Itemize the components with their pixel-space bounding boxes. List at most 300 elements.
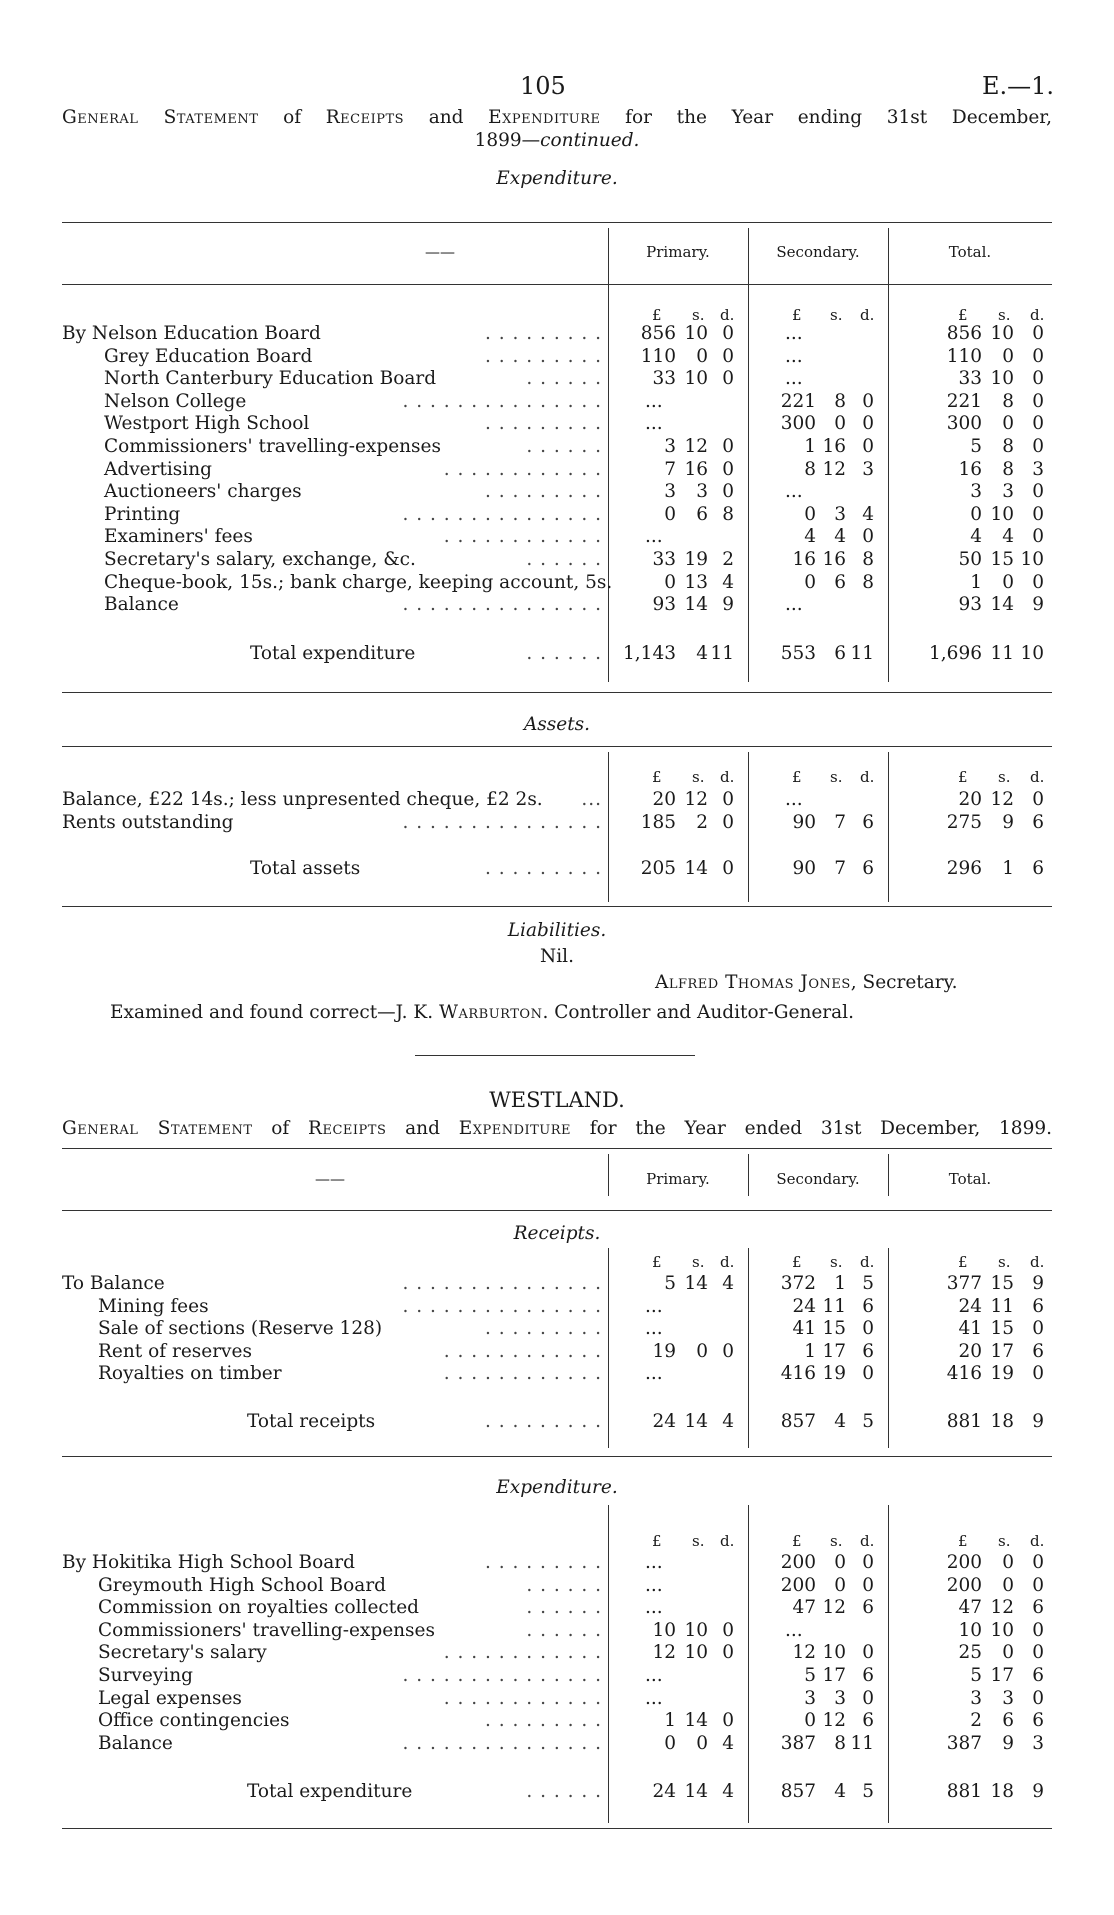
westland-receipts-row-p-blank: ... [645,1318,663,1340]
nelson-expenditure-row-s-pounds: 4 [804,526,816,548]
nelson-expenditure-row-p-pence: 0 [722,436,734,457]
westland-expenditure-total-row-t-pounds: 881 [946,1781,982,1802]
nelson-col-primary: Primary. [646,243,710,261]
leader-dots: . . . . . . . . . . . . . . . [402,594,602,616]
westland-expenditure-row-p-blank: ... [645,1574,663,1596]
nelson-expenditure-row [62,390,1052,413]
unit-pound: £ [958,768,968,786]
leader-dots: . . . . . . . . . . . . [443,1642,602,1664]
leader-dots: . . . . . . [526,549,602,570]
leader-dots: . . . . . . [526,1781,602,1802]
nelson-expenditure-row [62,345,1052,368]
westland-receipts-row-p-shillings: 0 [696,1340,708,1362]
nelson-expenditure-row-t-pence: 0 [1032,526,1044,548]
row-label: Auctioneers' charges [104,481,302,503]
nelson-expenditure-row-t-pence: 10 [1020,549,1044,570]
westland-receipts-row-s-pounds: 24 [792,1295,816,1317]
westland-expenditure-total-row-s-pence: 5 [862,1781,874,1802]
unit-pound: £ [792,1253,802,1271]
westland-expenditure-row-t-pounds: 200 [946,1552,982,1573]
unit-pence: d. [860,1532,875,1550]
nelson-assets-row [62,811,1052,834]
westland-expenditure-row-t-shillings: 0 [1002,1552,1014,1573]
nelson-expenditure-total-row-t-pence: 10 [1020,643,1044,664]
nelson-expenditure-row-p-shillings: 3 [696,481,708,503]
row-label: By Nelson Education Board [62,323,321,344]
row-label: Cheque-book, 15s.; bank charge, keeping account, 5s. [104,571,613,593]
nelson-expenditure-row-s-shillings: 3 [834,503,846,525]
westland-receipts-row-t-pounds: 416 [946,1363,982,1385]
nelson-assets-row-t-pounds: 275 [946,811,982,833]
nelson-auditor-note: Examined and found correct—J. K. Warburton. Controller and Auditor-General. [110,1002,854,1023]
nelson-expenditure-row [62,548,1052,571]
leader-dots: . . . . . . . . . [485,413,602,435]
unit-pound: £ [652,1253,662,1271]
unit-pound: £ [958,1253,968,1271]
westland-expenditure-row-t-pounds: 25 [958,1642,982,1664]
nelson-expenditure-row-s-pence: 0 [862,390,874,412]
nelson-expenditure-row-s-shillings: 0 [834,413,846,435]
westland-receipts-row-t-pounds: 24 [958,1295,982,1317]
nelson-expenditure-row-s-pounds: 0 [804,503,816,525]
nelson-expenditure-row-t-shillings: 10 [990,323,1014,344]
leader-dots: . . . . . . . . . . . . . . . [402,390,602,412]
nelson-expenditure-row-t-shillings: 8 [1002,390,1014,412]
westland-expenditure-row-p-pence: 0 [722,1710,734,1732]
westland-expenditure-row [62,1664,1052,1687]
westland-expenditure-row-s-pounds: 0 [804,1710,816,1732]
westland-expenditure-row-t-shillings: 10 [990,1619,1014,1641]
section-separator [415,1055,695,1056]
nelson-expenditure-row [62,503,1052,526]
nelson-expenditure-row-s-blank: ... [785,594,803,616]
row-label: Office contingencies [98,1710,290,1732]
westland-receipts-row-s-shillings: 19 [822,1363,846,1385]
westland-expenditure-row-t-pence: 0 [1032,1574,1044,1596]
nelson-assets-row-p-shillings: 2 [696,811,708,833]
unit-shilling: s. [692,1253,705,1271]
westland-receipts-row-s-shillings: 11 [822,1295,846,1317]
westland-receipts-label: Receipts. [513,1223,601,1244]
westland-expenditure-row [62,1551,1052,1574]
total-label: Total expenditure [247,1781,413,1802]
nelson-expenditure-row-p-pence: 2 [722,549,734,570]
westland-receipts-row-p-pounds: 19 [652,1340,676,1362]
unit-shilling: s. [692,1532,705,1550]
nelson-expenditure-row-s-pounds: 16 [792,549,816,570]
nelson-expenditure-row-t-pounds: 1 [970,571,982,593]
nelson-assets-total-row-p-shillings: 14 [684,858,708,879]
westland-expenditure-row-t-pence: 3 [1032,1732,1044,1754]
nelson-assets-row-t-pence: 6 [1032,811,1044,833]
nelson-expenditure-row [62,525,1052,548]
nelson-expenditure-row-t-pence: 0 [1032,368,1044,390]
nelson-assets-row-p-shillings: 12 [684,789,708,810]
row-label: Rents outstanding [62,811,234,833]
nelson-expenditure-row-p-pence: 0 [722,458,734,480]
leader-dots: . . . . . . . . . . . . [443,458,602,480]
unit-pound: £ [652,768,662,786]
nelson-expenditure-row-t-pounds: 0 [970,503,982,525]
unit-pence: d. [1030,1532,1045,1550]
westland-expenditure-row-s-pence: 0 [862,1687,874,1709]
row-label: Legal expenses [98,1687,242,1709]
nelson-expenditure-row-p-pounds: 33 [652,549,676,570]
nelson-expenditure-row-p-pounds: 3 [664,436,676,457]
westland-expenditure-row-s-pence: 11 [850,1732,874,1754]
nelson-table-top-rule [62,222,1052,223]
westland-receipts-row [62,1340,1052,1363]
westland-expenditure-row-p-blank: ... [645,1552,663,1573]
westland-receipts-row-t-pounds: 377 [946,1273,982,1294]
row-label: To Balance [62,1273,165,1294]
westland-expenditure-total-row-t-pence: 9 [1032,1781,1044,1802]
nelson-expenditure-row-s-pence: 3 [862,458,874,480]
leader-dots: . . . . . . . . . . . . [443,1687,602,1709]
westland-expenditure-row-t-pence: 6 [1032,1597,1044,1619]
westland-receipts-row-s-pence: 5 [862,1273,874,1294]
nelson-expenditure-row-s-shillings: 16 [822,436,846,457]
row-label: Examiners' fees [104,526,253,548]
row-label: Grey Education Board [104,345,313,367]
westland-expenditure-row-p-shillings: 14 [684,1710,708,1732]
leader-dots: . . . . . . [526,368,602,390]
westland-expenditure-row-t-pence: 6 [1032,1710,1044,1732]
westland-expenditure-row-t-pounds: 2 [970,1710,982,1732]
westland-expenditure-row-s-pence: 0 [862,1552,874,1573]
nelson-expenditure-row-t-pounds: 856 [946,323,982,344]
row-label: North Canterbury Education Board [104,368,437,390]
leader-dots: . . . . . . . . . . . . . . . [402,1273,602,1294]
westland-expenditure-row-p-blank: ... [645,1665,663,1686]
westland-col-primary: Primary. [646,1170,710,1188]
nelson-expenditure-row-s-pence: 0 [862,436,874,457]
westland-expenditure-row [62,1596,1052,1619]
westland-expenditure-row-p-pence: 4 [722,1732,734,1754]
nelson-expenditure-row-s-shillings: 8 [834,390,846,412]
total-label: Total expenditure [250,643,416,664]
westland-expenditure-row-s-pence: 6 [862,1597,874,1619]
unit-pound: £ [958,306,968,324]
nelson-expenditure-row-p-pence: 4 [722,571,734,593]
westland-expenditure-row-p-shillings: 0 [696,1732,708,1754]
westland-receipts-row [62,1272,1052,1295]
nelson-expenditure-row-s-pence: 8 [862,549,874,570]
westland-expenditure-total-row-p-pence: 4 [722,1781,734,1802]
page-code: E.—1. [981,72,1054,100]
nelson-expenditure-row-s-blank: ... [785,345,803,367]
westland-expenditure-row-t-shillings: 12 [990,1597,1014,1619]
westland-col-total: Total. [948,1170,992,1188]
westland-expenditure-row-s-shillings: 0 [834,1552,846,1573]
row-label: Secretary's salary [98,1642,267,1664]
westland-receipts-row-t-shillings: 15 [990,1318,1014,1340]
nelson-expenditure-row-p-shillings: 13 [684,571,708,593]
westland-expenditure-row-t-pounds: 200 [946,1574,982,1596]
nelson-expenditure-total-row-s-shillings: 6 [834,643,846,664]
westland-receipts-row-p-pence: 0 [722,1340,734,1362]
row-label: Advertising [104,458,212,480]
westland-receipts-row [62,1295,1052,1318]
westland-expenditure-row-p-shillings: 10 [684,1619,708,1641]
westland-expenditure-row-s-pounds: 387 [780,1732,816,1754]
nelson-assets-total-row-p-pence: 0 [722,858,734,879]
nelson-assets-row-p-pounds: 185 [640,811,676,833]
leader-dots: . . . . . . . . . . . . [443,526,602,548]
nelson-assets-row-s-pence: 6 [862,811,874,833]
nelson-assets-total-row-t-shillings: 1 [1002,858,1014,879]
nelson-assets-row-p-pence: 0 [722,811,734,833]
nelson-expenditure-total-row-s-pounds: 553 [780,643,816,664]
westland-receipts-row-p-pence: 4 [722,1273,734,1294]
leader-dots: . . . . . . . . . . . . [443,1363,602,1385]
nelson-statement-title-line2: 1899—continued. [474,130,640,151]
westland-expenditure-row-t-pence: 0 [1032,1619,1044,1641]
nelson-assets-row-t-pence: 0 [1032,789,1044,810]
westland-expenditure-row-p-shillings: 10 [684,1642,708,1664]
nelson-expenditure-row-p-shillings: 12 [684,436,708,457]
unit-pence: d. [860,768,875,786]
row-label: Royalties on timber [98,1363,282,1385]
westland-expenditure-row-p-blank: ... [645,1597,663,1619]
westland-expenditure-row-p-pounds: 0 [664,1732,676,1754]
nelson-assets-row-s-shillings: 7 [834,811,846,833]
westland-receipts-bottom-rule [62,1456,1052,1457]
westland-receipts-total-row-p-shillings: 14 [684,1411,708,1432]
westland-expenditure-row-t-shillings: 17 [990,1665,1014,1686]
page-number: 105 [520,72,566,100]
nelson-expenditure-row-s-pounds: 0 [804,571,816,593]
nelson-expenditure-row-s-pence: 8 [862,571,874,593]
westland-receipts-row [62,1317,1052,1340]
westland-expenditure-total-row-t-shillings: 18 [990,1781,1014,1802]
nelson-expenditure-row-t-pence: 3 [1032,458,1044,480]
westland-expenditure-row-t-pence: 0 [1032,1552,1044,1573]
leader-dots: . . . . . . . . . . . . [443,1340,602,1362]
nelson-assets-total-row-s-shillings: 7 [834,858,846,879]
westland-receipts-total-row-p-pounds: 24 [652,1411,676,1432]
row-label: Rent of reserves [98,1340,252,1362]
row-label: Sale of sections (Reserve 128) [98,1318,383,1340]
nelson-expenditure-row-s-pounds: 300 [780,413,816,435]
nelson-assets-label: Assets. [523,714,591,735]
westland-receipts-row-s-shillings: 15 [822,1318,846,1340]
westland-expenditure-total-row [62,1780,1052,1803]
row-label: Nelson College [104,390,247,412]
westland-receipts-row-p-shillings: 14 [684,1273,708,1294]
nelson-expenditure-row-p-pence: 0 [722,345,734,367]
nelson-expenditure-row-t-shillings: 8 [1002,436,1014,457]
unit-shilling: s. [998,768,1011,786]
westland-col-blank: —— [315,1170,345,1188]
nelson-expenditure-row-t-shillings: 0 [1002,571,1014,593]
nelson-expenditure-row [62,571,1052,594]
nelson-expenditure-row-p-pounds: 0 [664,503,676,525]
westland-receipts-row-t-shillings: 17 [990,1340,1014,1362]
unit-pound: £ [792,306,802,324]
westland-expenditure-row-t-pence: 6 [1032,1665,1044,1686]
nelson-assets-row-s-blank: ... [785,789,803,810]
nelson-expenditure-total-row-p-pence: 11 [710,643,734,664]
westland-receipts-row-p-blank: ... [645,1363,663,1385]
westland-expenditure-row-s-pence: 6 [862,1665,874,1686]
nelson-assets-top-rule [62,746,1052,747]
nelson-expenditure-row-t-shillings: 0 [1002,345,1014,367]
nelson-expenditure-row [62,458,1052,481]
westland-receipts-total-row-t-shillings: 18 [990,1411,1014,1432]
row-label: Mining fees [98,1295,209,1317]
nelson-expenditure-total-row-p-pounds: 1,143 [623,643,676,664]
unit-pence: d. [860,1253,875,1271]
nelson-expenditure-row-p-pounds: 7 [664,458,676,480]
westland-expenditure-row-t-pounds: 3 [970,1687,982,1709]
nelson-liabilities-value: Nil. [540,946,574,967]
nelson-expenditure-row-s-shillings: 4 [834,526,846,548]
nelson-expenditure-row-s-blank: ... [785,368,803,390]
row-label: Balance, £22 14s.; less unpresented cheque, £2 2s. [62,789,543,810]
westland-expenditure-row-t-pounds: 47 [958,1597,982,1619]
nelson-expenditure-row-s-pence: 0 [862,526,874,548]
nelson-expenditure-row-t-pence: 0 [1032,345,1044,367]
westland-expenditure-row-s-pounds: 12 [792,1642,816,1664]
unit-shilling: s. [692,768,705,786]
westland-receipts-total-row-t-pence: 9 [1032,1411,1044,1432]
nelson-expenditure-row-t-pence: 0 [1032,390,1044,412]
nelson-expenditure-label: Expenditure. [496,168,618,189]
nelson-expenditure-row-t-pence: 0 [1032,436,1044,457]
nelson-assets-total-row-s-pounds: 90 [792,858,816,879]
nelson-expenditure-row-p-shillings: 10 [684,368,708,390]
westland-expenditure-row-t-shillings: 0 [1002,1642,1014,1664]
leader-dots: . . . . . . . . . . . . . . . [402,1295,602,1317]
unit-shilling: s. [692,306,705,324]
row-label: Surveying [98,1665,193,1686]
nelson-expenditure-total-row-s-pence: 11 [850,643,874,664]
nelson-expenditure-total-row-t-pounds: 1,696 [929,643,982,664]
leader-dots: . . . . . . . . . . . . . . . [402,1732,602,1754]
nelson-expenditure-row-p-shillings: 16 [684,458,708,480]
nelson-expenditure-row [62,367,1052,390]
nelson-expenditure-row [62,593,1052,616]
nelson-expenditure-row-s-pence: 4 [862,503,874,525]
unit-pence: d. [1030,1253,1045,1271]
nelson-expenditure-row [62,435,1052,458]
nelson-expenditure-row-t-shillings: 14 [990,594,1014,616]
leader-dots: . . . . . . . . . [485,1318,602,1340]
row-label: Printing [104,503,181,525]
unit-pence: d. [720,1253,735,1271]
nelson-expenditure-row-p-pounds: 33 [652,368,676,390]
row-label: Commissioners' travelling-expenses [104,436,441,457]
leader-dots: . . . . . . . . . [485,345,602,367]
westland-expenditure-row [62,1687,1052,1710]
westland-expenditure-row-t-shillings: 9 [1002,1732,1014,1754]
westland-expenditure-row [62,1709,1052,1732]
nelson-expenditure-row-t-pounds: 300 [946,413,982,435]
westland-expenditure-row-t-pence: 0 [1032,1687,1044,1709]
leader-dots: . . . . . . . . . . . . . . . [402,811,602,833]
unit-shilling: s. [998,306,1011,324]
westland-table-top-rule [62,1148,1052,1149]
westland-expenditure-row-s-shillings: 0 [834,1574,846,1596]
leader-dots: . . . . . . . . . [485,481,602,503]
westland-expenditure-row-s-shillings: 10 [822,1642,846,1664]
westland-expenditure-total-row-p-shillings: 14 [684,1781,708,1802]
westland-expenditure-row-t-shillings: 3 [1002,1687,1014,1709]
leader-dots: . . . . . . [526,436,602,457]
westland-receipts-row-t-pounds: 41 [958,1318,982,1340]
westland-expenditure-row-s-pounds: 3 [804,1687,816,1709]
westland-receipts-row-s-pence: 6 [862,1340,874,1362]
unit-pound: £ [792,768,802,786]
westland-expenditure-label: Expenditure. [496,1477,618,1498]
row-label: Commission on royalties collected [98,1597,419,1619]
nelson-expenditure-row-p-blank: ... [645,390,663,412]
westland-expenditure-row-s-shillings: 17 [822,1665,846,1686]
unit-shilling: s. [830,768,843,786]
westland-expenditure-row-p-pence: 0 [722,1619,734,1641]
nelson-expenditure-row-t-pounds: 110 [946,345,982,367]
unit-pence: d. [720,306,735,324]
nelson-assets-total-row-p-pounds: 205 [640,858,676,879]
westland-receipts-row-t-pence: 6 [1032,1340,1044,1362]
nelson-expenditure-row-t-pounds: 50 [958,549,982,570]
nelson-expenditure-row-t-pounds: 221 [946,390,982,412]
westland-receipts-total-row-s-shillings: 4 [834,1411,846,1432]
row-label: Commissioners' travelling-expenses [98,1619,435,1641]
westland-receipts-row-s-pence: 6 [862,1295,874,1317]
nelson-expenditure-row [62,480,1052,503]
nelson-expenditure-row [62,412,1052,435]
nelson-table-header-rule [62,284,1052,285]
nelson-assets-row-p-pence: 0 [722,789,734,810]
row-label: Balance [98,1732,173,1754]
westland-receipts-total-row-t-pounds: 881 [946,1411,982,1432]
nelson-expenditure-row-p-shillings: 6 [696,503,708,525]
nelson-expenditure-row-p-pounds: 0 [664,571,676,593]
unit-shilling: s. [830,1253,843,1271]
unit-pence: d. [720,1532,735,1550]
nelson-expenditure-row-t-pounds: 16 [958,458,982,480]
nelson-assets-bottom-rule [62,906,1052,907]
nelson-expenditure-total-row-p-shillings: 4 [696,643,708,664]
unit-pence: d. [720,768,735,786]
westland-receipts-row-t-shillings: 19 [990,1363,1014,1385]
nelson-expenditure-row-s-blank: ... [785,481,803,503]
westland-statement-title: General Statement of Receipts and Expenditure for the Year ended 31st December, 1899. [62,1118,1052,1139]
nelson-expenditure-row-s-pounds: 8 [804,458,816,480]
nelson-expenditure-row-t-pence: 0 [1032,503,1044,525]
westland-receipts-row-s-pence: 0 [862,1363,874,1385]
nelson-expenditure-row-t-shillings: 4 [1002,526,1014,548]
nelson-expenditure-row-t-shillings: 10 [990,368,1014,390]
unit-shilling: s. [998,1532,1011,1550]
westland-expenditure-row-s-pounds: 5 [804,1665,816,1686]
westland-expenditure-row-s-pounds: 200 [780,1574,816,1596]
westland-expenditure-row-p-pounds: 10 [652,1619,676,1641]
nelson-assets-row-t-pounds: 20 [958,789,982,810]
total-label: Total assets [250,858,361,879]
nelson-col-blank: —— [425,243,455,261]
nelson-expenditure-row-p-pounds: 93 [652,594,676,616]
unit-pound: £ [792,1532,802,1550]
unit-pound: £ [652,1532,662,1550]
westland-expenditure-row-p-pence: 0 [722,1642,734,1664]
nelson-expenditure-row-s-shillings: 6 [834,571,846,593]
westland-receipts-row-t-pence: 6 [1032,1295,1044,1317]
westland-expenditure-row-p-blank: ... [645,1687,663,1709]
nelson-expenditure-row-s-shillings: 16 [822,549,846,570]
